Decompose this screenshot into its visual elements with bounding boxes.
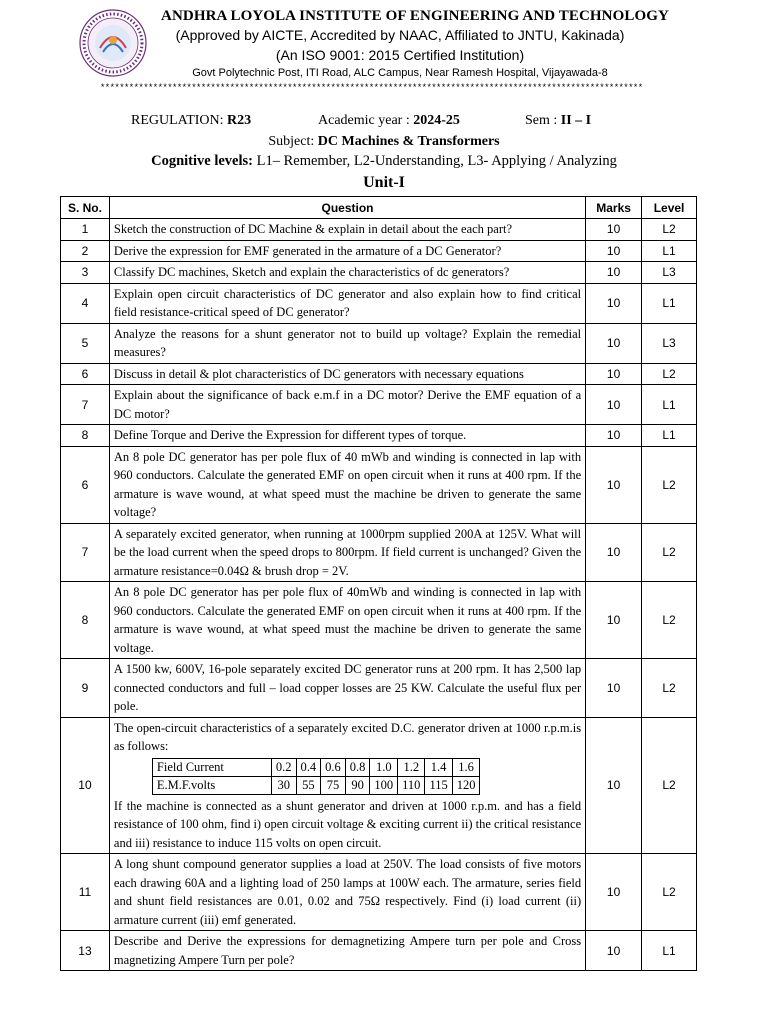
cell-marks: 10 [586, 659, 642, 718]
cell-marks: 10 [586, 385, 642, 425]
cell-marks: 10 [586, 240, 642, 262]
cell-level: L1 [642, 385, 697, 425]
cell-level: L2 [642, 219, 697, 241]
cell-marks: 10 [586, 717, 642, 854]
cell-sno: 5 [61, 323, 110, 363]
table-row [61, 931, 697, 971]
table-row [61, 446, 697, 523]
cell-level: L3 [642, 262, 697, 284]
cell-question: Sketch the construction of DC Machine & explain in detail about the each part? [109, 219, 585, 241]
cell-marks: 10 [586, 363, 642, 385]
table-row [61, 385, 697, 425]
occ-data-table [152, 758, 481, 795]
cell-question: Define Torque and Derive the Expression for different types of torque. [109, 425, 585, 447]
subject-value: DC Machines & Transformers [317, 134, 500, 149]
cell-question: An 8 pole DC generator has per pole flux of 40 mWb and winding is connected in lap with 960 conductors. Calculate the generated EMF on open circuit when it runs at 400 rpm. If the armature is wave wound, at what speed must the machine be driven to generate the same voltage? [109, 446, 585, 523]
cell-question: An 8 pole DC generator has per pole flux of 40mWb and winding is connected in lap with 960 conductors. Calculate the generated EMF on open circuit when it runs at 400 rpm. If the armature is wave wound, at what speed must the machine be driven to generate the same voltage. [109, 582, 585, 659]
cell-level: L2 [642, 363, 697, 385]
institution-name: ANDHRA LOYOLA INSTITUTE OF ENGINEERING AND TECHNOLOGY [161, 8, 669, 24]
iso-line: (An ISO 9001: 2015 Certified Institution) [275, 47, 525, 63]
cognitive-levels [0, 153, 768, 170]
question-table [60, 196, 697, 971]
cell-marks: 10 [586, 523, 642, 582]
cell-sno: 7 [61, 385, 110, 425]
table-row [61, 523, 697, 582]
table-row [61, 363, 697, 385]
cell-sno: 3 [61, 262, 110, 284]
cell-level: L3 [642, 323, 697, 363]
cell-marks: 10 [586, 931, 642, 971]
occ-emf-value: 55 [296, 776, 321, 794]
year-label: Academic year : [318, 113, 410, 128]
college-logo [78, 8, 148, 78]
occ-field-value: 0.2 [271, 758, 296, 776]
occ-field-value: 1.4 [425, 758, 452, 776]
occ-emf-value: 115 [425, 776, 452, 794]
cell-question [109, 717, 585, 854]
table-row [61, 283, 697, 323]
cell-question: A separately excited generator, when running at 1000rpm supplied 200A at 125V. What will be the load current when the speed drops to 800rpm. If field current is unchanged? Given the armature resistance=0.04Ω & brush drop = 2V. [109, 523, 585, 582]
cell-question: Classify DC machines, Sketch and explain the characteristics of dc generators? [109, 262, 585, 284]
year-value: 2024-25 [413, 113, 460, 128]
cell-level: L1 [642, 931, 697, 971]
cell-level: L2 [642, 659, 697, 718]
cell-level: L1 [642, 425, 697, 447]
cell-sno: 10 [61, 717, 110, 854]
table-row [61, 717, 697, 854]
cell-marks: 10 [586, 323, 642, 363]
occ-emf-value: 120 [452, 776, 480, 794]
occ-field-value: 0.8 [345, 758, 370, 776]
occ-field-value: 1.6 [452, 758, 480, 776]
table-row [61, 854, 697, 931]
cognitive-text: L1– Remember, L2-Understanding, L3- Applying / Analyzing [256, 153, 617, 169]
cell-level: L1 [642, 283, 697, 323]
cell-level: L1 [642, 240, 697, 262]
occ-emf-value: 30 [271, 776, 296, 794]
cell-level: L2 [642, 446, 697, 523]
cell-sno: 8 [61, 582, 110, 659]
occ-emf-row [152, 776, 480, 794]
table-row [61, 240, 697, 262]
occ-emf-value: 75 [321, 776, 346, 794]
cell-marks: 10 [586, 262, 642, 284]
regulation-value: R23 [227, 113, 252, 128]
cell-question: Analyze the reasons for a shunt generator not to build up voltage? Explain the remedial measures? [109, 323, 585, 363]
cell-sno: 4 [61, 283, 110, 323]
sem-label: Sem : [525, 113, 558, 128]
table-row [61, 659, 697, 718]
separator-line: ***************************************************************************************************************** [100, 83, 643, 93]
table-row [61, 425, 697, 447]
cell-question: Explain about the significance of back e.m.f in a DC motor? Derive the EMF equation of a DC motor? [109, 385, 585, 425]
cell-question: A long shunt compound generator supplies a load at 250V. The load consists of five motors each drawing 60A and a lighting load of 250 lamps at 100W each. The armature, series field and shunt field resistances are 0.01, 0.02 and 75Ω respectively. Find (i) load current (ii) armature current (iii) emf generated. [109, 854, 585, 931]
cell-marks: 10 [586, 582, 642, 659]
occ-field-row [152, 758, 480, 776]
table-row [61, 582, 697, 659]
cell-question: Derive the expression for EMF generated in the armature of a DC Generator? [109, 240, 585, 262]
question-outro: If the machine is connected as a shunt generator and driven at 1000 r.p.m. and has a field resistance of 100 ohm, find i) open circuit voltage & exciting current ii) the critical resistance and iii) resistance to induce 115 volts on open circuit. [113, 798, 582, 850]
cell-sno: 8 [61, 425, 110, 447]
table-row [61, 262, 697, 284]
occ-emf-value: 110 [398, 776, 425, 794]
cell-question: Explain open circuit characteristics of DC generator and also explain how to find critical field resistance-critical speed of DC generator? [109, 283, 585, 323]
cell-level: L2 [642, 582, 697, 659]
academic-year [318, 113, 460, 129]
sem-value: II – I [560, 113, 592, 128]
cognitive-label: Cognitive levels: [151, 153, 253, 169]
header-level: Level [642, 197, 697, 219]
occ-field-value: 1.0 [370, 758, 398, 776]
subject-line [0, 134, 768, 150]
occ-emf-label: E.M.F.volts [152, 776, 271, 794]
cell-sno: 13 [61, 931, 110, 971]
address-line: Govt Polytechnic Post, ITI Road, ALC Campus, Near Ramesh Hospital, Vijayawada-8 [192, 67, 608, 79]
occ-field-value: 1.2 [398, 758, 425, 776]
cell-marks: 10 [586, 425, 642, 447]
question-intro: The open-circuit characteristics of a separately excited D.C. generator driven at 1000 r.p.m.is as follows: [113, 720, 582, 753]
table-header-row [61, 197, 697, 219]
subject-label: Subject: [268, 134, 315, 149]
cell-sno: 2 [61, 240, 110, 262]
cell-level: L2 [642, 523, 697, 582]
cell-marks: 10 [586, 283, 642, 323]
approval-line: (Approved by AICTE, Accredited by NAAC, Affiliated to JNTU, Kakinada) [175, 27, 625, 43]
cell-level: L2 [642, 717, 697, 854]
table-row [61, 219, 697, 241]
header-question: Question [109, 197, 585, 219]
cell-question: Discuss in detail & plot characteristics of DC generators with necessary equations [109, 363, 585, 385]
occ-field-value: 0.4 [296, 758, 321, 776]
regulation [131, 113, 251, 129]
unit-title: Unit-I [363, 174, 405, 191]
cell-marks: 10 [586, 219, 642, 241]
cell-sno: 11 [61, 854, 110, 931]
cell-sno: 6 [61, 363, 110, 385]
occ-field-value: 0.6 [321, 758, 346, 776]
semester [525, 113, 591, 129]
occ-field-label: Field Current [152, 758, 271, 776]
occ-emf-value: 90 [345, 776, 370, 794]
header-sno: S. No. [61, 197, 110, 219]
cell-sno: 9 [61, 659, 110, 718]
cell-sno: 6 [61, 446, 110, 523]
cell-level: L2 [642, 854, 697, 931]
occ-emf-value: 100 [370, 776, 398, 794]
cell-marks: 10 [586, 446, 642, 523]
cell-sno: 1 [61, 219, 110, 241]
table-row [61, 323, 697, 363]
cell-question: A 1500 kw, 600V, 16-pole separately excited DC generator runs at 200 rpm. It has 2,500 lap connected conductors and full – load copper losses are 25 KW. Calculate the useful flux per pole. [109, 659, 585, 718]
regulation-label: REGULATION: [131, 113, 224, 128]
cell-marks: 10 [586, 854, 642, 931]
header-marks: Marks [586, 197, 642, 219]
cell-question: Describe and Derive the expressions for demagnetizing Ampere turn per pole and Cross magnetizing Ampere Turn per pole? [109, 931, 585, 971]
cell-sno: 7 [61, 523, 110, 582]
